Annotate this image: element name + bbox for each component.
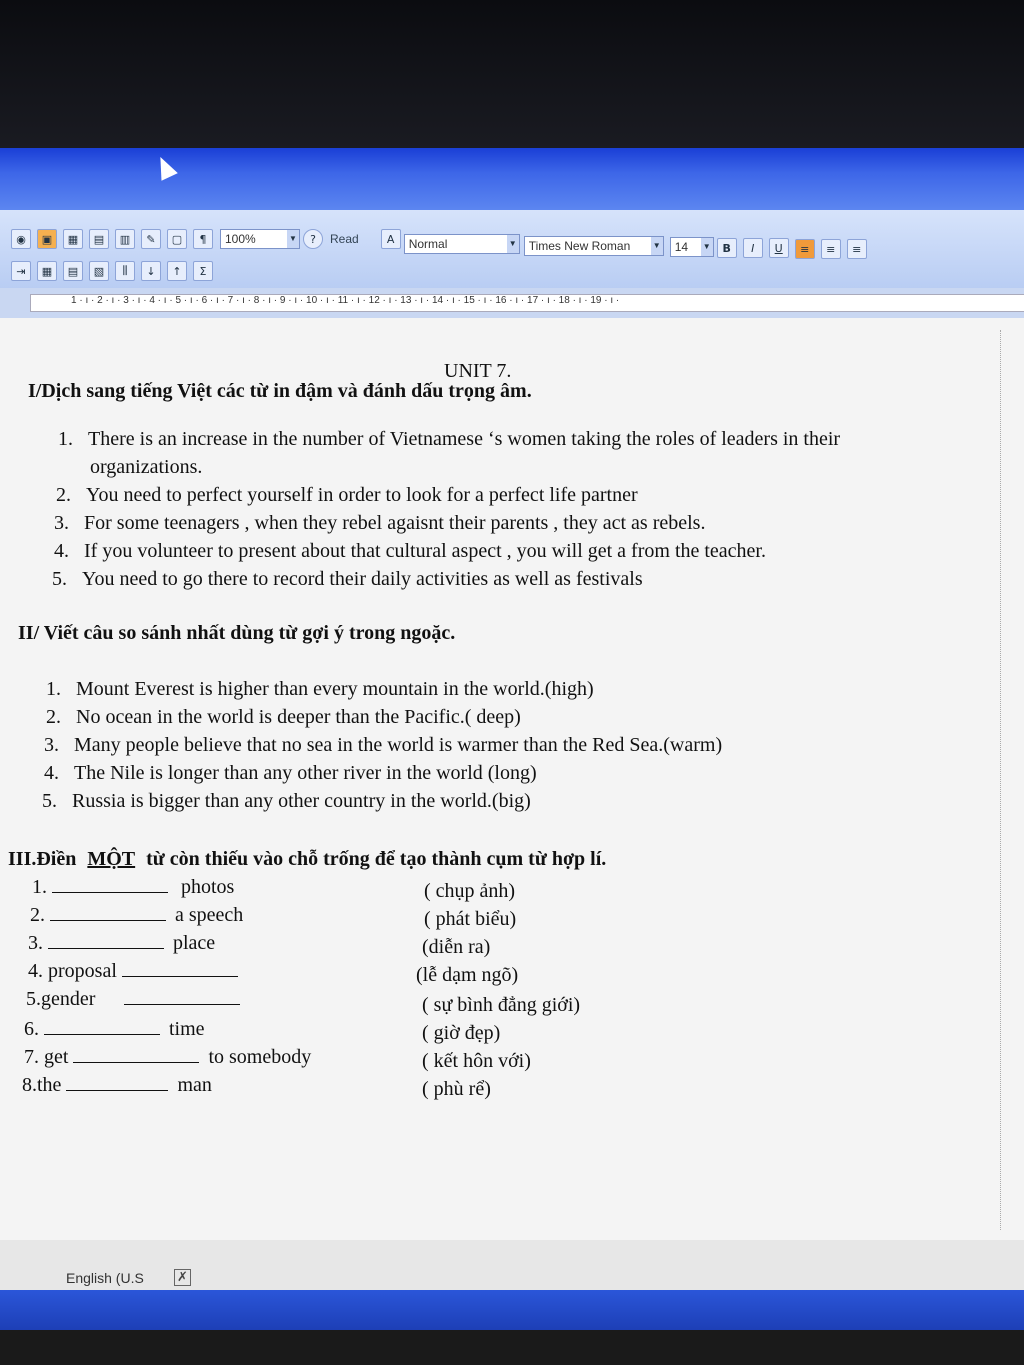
blank-line[interactable] [124, 990, 240, 1005]
indent-icon[interactable]: ⇥ [11, 261, 31, 281]
item-number: 3. [44, 734, 59, 756]
pilcrow-icon[interactable]: ¶ [193, 229, 213, 249]
research-icon[interactable]: ◉ [11, 229, 31, 249]
horizontal-ruler [0, 288, 1024, 319]
fill-item [30, 904, 243, 927]
drawing-icon[interactable]: ✎ [141, 229, 161, 249]
columns-icon[interactable]: ▥ [115, 229, 135, 249]
document-map-icon[interactable]: ▢ [167, 229, 187, 249]
styles-icon[interactable]: A [381, 229, 401, 249]
sort-ascending-icon[interactable]: ↓ [141, 261, 161, 281]
blank-line[interactable] [50, 906, 166, 921]
section2-heading: II/ Viết câu so sánh nhất dùng từ gợi ý trong ngoặc. [18, 622, 456, 644]
fill-suffix: to somebody [208, 1046, 312, 1068]
item-number: 4. [54, 540, 69, 562]
item-number: 2. [56, 484, 71, 506]
ruler-ticks: 1 · ı · 2 · ı · 3 · ı · 4 · ı · 5 · ı · 6 · ı · 7 · ı · 8 · ı · 9 · ı · 10 · ı · 11 · ı · 12 · ı · 13 · ı · 14 · ı · 15 · ı · 16 · ı · 17 · ı · 18 · ı · 19 · ı · [71, 295, 620, 306]
translation: ( kết hôn với) [422, 1050, 531, 1072]
chevron-down-icon: ▼ [507, 235, 519, 253]
monitor-bezel [0, 0, 1024, 150]
item-text: You need to go there to record their daily activities as well as festivals [82, 568, 643, 590]
autoformat-icon[interactable]: ▧ [89, 261, 109, 281]
translation: ( phù rể) [422, 1078, 491, 1100]
fill-item [28, 932, 215, 955]
list-item [58, 428, 840, 451]
language-status[interactable]: English (U.S [66, 1270, 144, 1286]
blank-line[interactable] [122, 962, 238, 977]
item-text: There is an increase in the number of Vietnamese ‘s women taking the roles of leaders in their [88, 428, 841, 450]
insert-rows-icon[interactable]: ▤ [63, 261, 83, 281]
fill-item [26, 988, 240, 1011]
translation: ( phát biểu) [424, 908, 517, 930]
item-text: Mount Everest is higher than every mountain in the world.(high) [76, 678, 594, 700]
blank-line[interactable] [52, 878, 168, 893]
item-text: The Nile is longer than any other river in the world (long) [74, 762, 537, 784]
fill-suffix: a speech [175, 904, 244, 926]
ruler-scale [30, 294, 1024, 312]
list-item [44, 734, 722, 757]
item-number: 1. [58, 428, 73, 450]
item-number: 3. [54, 512, 69, 534]
clipboard-icon[interactable]: ▣ [37, 229, 57, 249]
item-text: You need to perfect yourself in order to look for a perfect life partner [86, 484, 638, 506]
fill-prefix: 5.gender [26, 988, 96, 1010]
align-right-icon[interactable]: ≡ [847, 239, 867, 259]
list-item [52, 568, 643, 591]
table-grid-icon[interactable]: ▦ [37, 261, 57, 281]
zoom-value: 100% [225, 232, 256, 246]
list-item [56, 484, 638, 507]
font-size-value: 14 [674, 240, 689, 254]
item-text: Russia is bigger than any other country in the world.(big) [72, 790, 531, 812]
toolbar [0, 210, 1024, 289]
list-item [42, 790, 531, 813]
blank-line[interactable] [48, 934, 164, 949]
translation: (diễn ra) [422, 936, 491, 958]
fill-suffix: time [169, 1018, 205, 1040]
item-number: 5. [42, 790, 57, 812]
right-margin-guide [1000, 330, 1001, 1230]
spelling-check-icon[interactable]: ✗ [174, 1269, 191, 1286]
fill-item [22, 1074, 212, 1097]
item-number: 4. [44, 762, 59, 784]
sort-descending-icon[interactable]: ↑ [167, 261, 187, 281]
underline-button[interactable]: U [769, 238, 789, 258]
translation: (lễ dạm ngõ) [416, 964, 519, 986]
align-center-icon[interactable]: ≡ [821, 239, 841, 259]
item-number: 2. [46, 706, 61, 728]
insert-table-icon[interactable]: ▤ [89, 229, 109, 249]
fill-item [32, 876, 234, 899]
blank-line[interactable] [66, 1076, 168, 1091]
fill-prefix: 6. [24, 1018, 39, 1040]
window-titlebar [0, 148, 1024, 210]
style-select[interactable] [404, 234, 520, 254]
heading-suffix: từ còn thiếu vào chỗ trống để tạo thành cụm từ hợp lí. [141, 848, 607, 870]
translation: ( chụp ảnh) [424, 880, 516, 902]
autosum-icon[interactable]: Σ [193, 261, 213, 281]
table-icon[interactable]: ▦ [63, 229, 83, 249]
document-page[interactable] [0, 318, 1024, 1240]
translation: ( giờ đẹp) [422, 1022, 501, 1044]
section1-heading: I/Dịch sang tiếng Việt các từ in đậm và đánh dấu trọng âm. [28, 380, 532, 402]
monitor-bezel-bottom [0, 1330, 1024, 1365]
blank-line[interactable] [44, 1020, 160, 1035]
fill-prefix: 4. proposal [28, 960, 117, 982]
font-size-select[interactable] [670, 237, 714, 257]
list-item [54, 540, 766, 563]
align-left-icon[interactable]: ≡ [795, 239, 815, 259]
italic-button[interactable]: I [743, 238, 763, 258]
blank-line[interactable] [73, 1048, 199, 1063]
item-text: Many people believe that no sea in the world is warmer than the Red Sea.(warm) [74, 734, 723, 756]
document-title: UNIT 7. [444, 360, 512, 382]
list-item [54, 512, 705, 535]
list-item-continuation: organizations. [90, 456, 203, 478]
item-text: If you volunteer to present about that cultural aspect , you will get a from the teacher. [84, 540, 766, 562]
font-value: Times New Roman [528, 239, 631, 253]
fill-item [28, 960, 238, 983]
fill-suffix: place [173, 932, 216, 954]
list-item [46, 706, 521, 729]
style-value: Normal [408, 237, 448, 251]
zoom-select[interactable] [220, 229, 300, 249]
list-item [46, 678, 594, 701]
fill-suffix: man [177, 1074, 212, 1096]
item-number: 5. [52, 568, 67, 590]
heading-prefix: III.Điền [8, 848, 82, 870]
section3-heading [8, 848, 606, 871]
fill-prefix: 2. [30, 904, 45, 926]
read-button[interactable]: Read [330, 232, 359, 246]
item-text: For some teenagers , when they rebel agaisnt their parents , they act as rebels. [84, 512, 706, 534]
fill-suffix: photos [181, 876, 235, 898]
fill-item [24, 1046, 311, 1069]
status-bar [0, 1240, 1024, 1290]
distribute-icon[interactable]: ⫼ [115, 261, 135, 281]
heading-underlined: MỘT [87, 848, 136, 870]
font-select[interactable] [524, 236, 664, 256]
list-item [44, 762, 537, 785]
item-number: 1. [46, 678, 61, 700]
chevron-down-icon: ▼ [701, 238, 713, 256]
fill-prefix: 3. [28, 932, 43, 954]
chevron-down-icon: ▼ [287, 230, 299, 248]
bold-button[interactable]: B [717, 238, 737, 258]
chevron-down-icon: ▼ [651, 237, 663, 255]
help-icon[interactable]: ? [303, 229, 323, 249]
item-text: No ocean in the world is deeper than the Pacific.( deep) [76, 706, 521, 728]
fill-item [24, 1018, 205, 1041]
translation: ( sự bình đẳng giới) [422, 994, 581, 1016]
taskbar [0, 1290, 1024, 1330]
fill-prefix: 7. get [24, 1046, 69, 1068]
fill-prefix: 8.the [22, 1074, 62, 1096]
fill-prefix: 1. [32, 876, 47, 898]
